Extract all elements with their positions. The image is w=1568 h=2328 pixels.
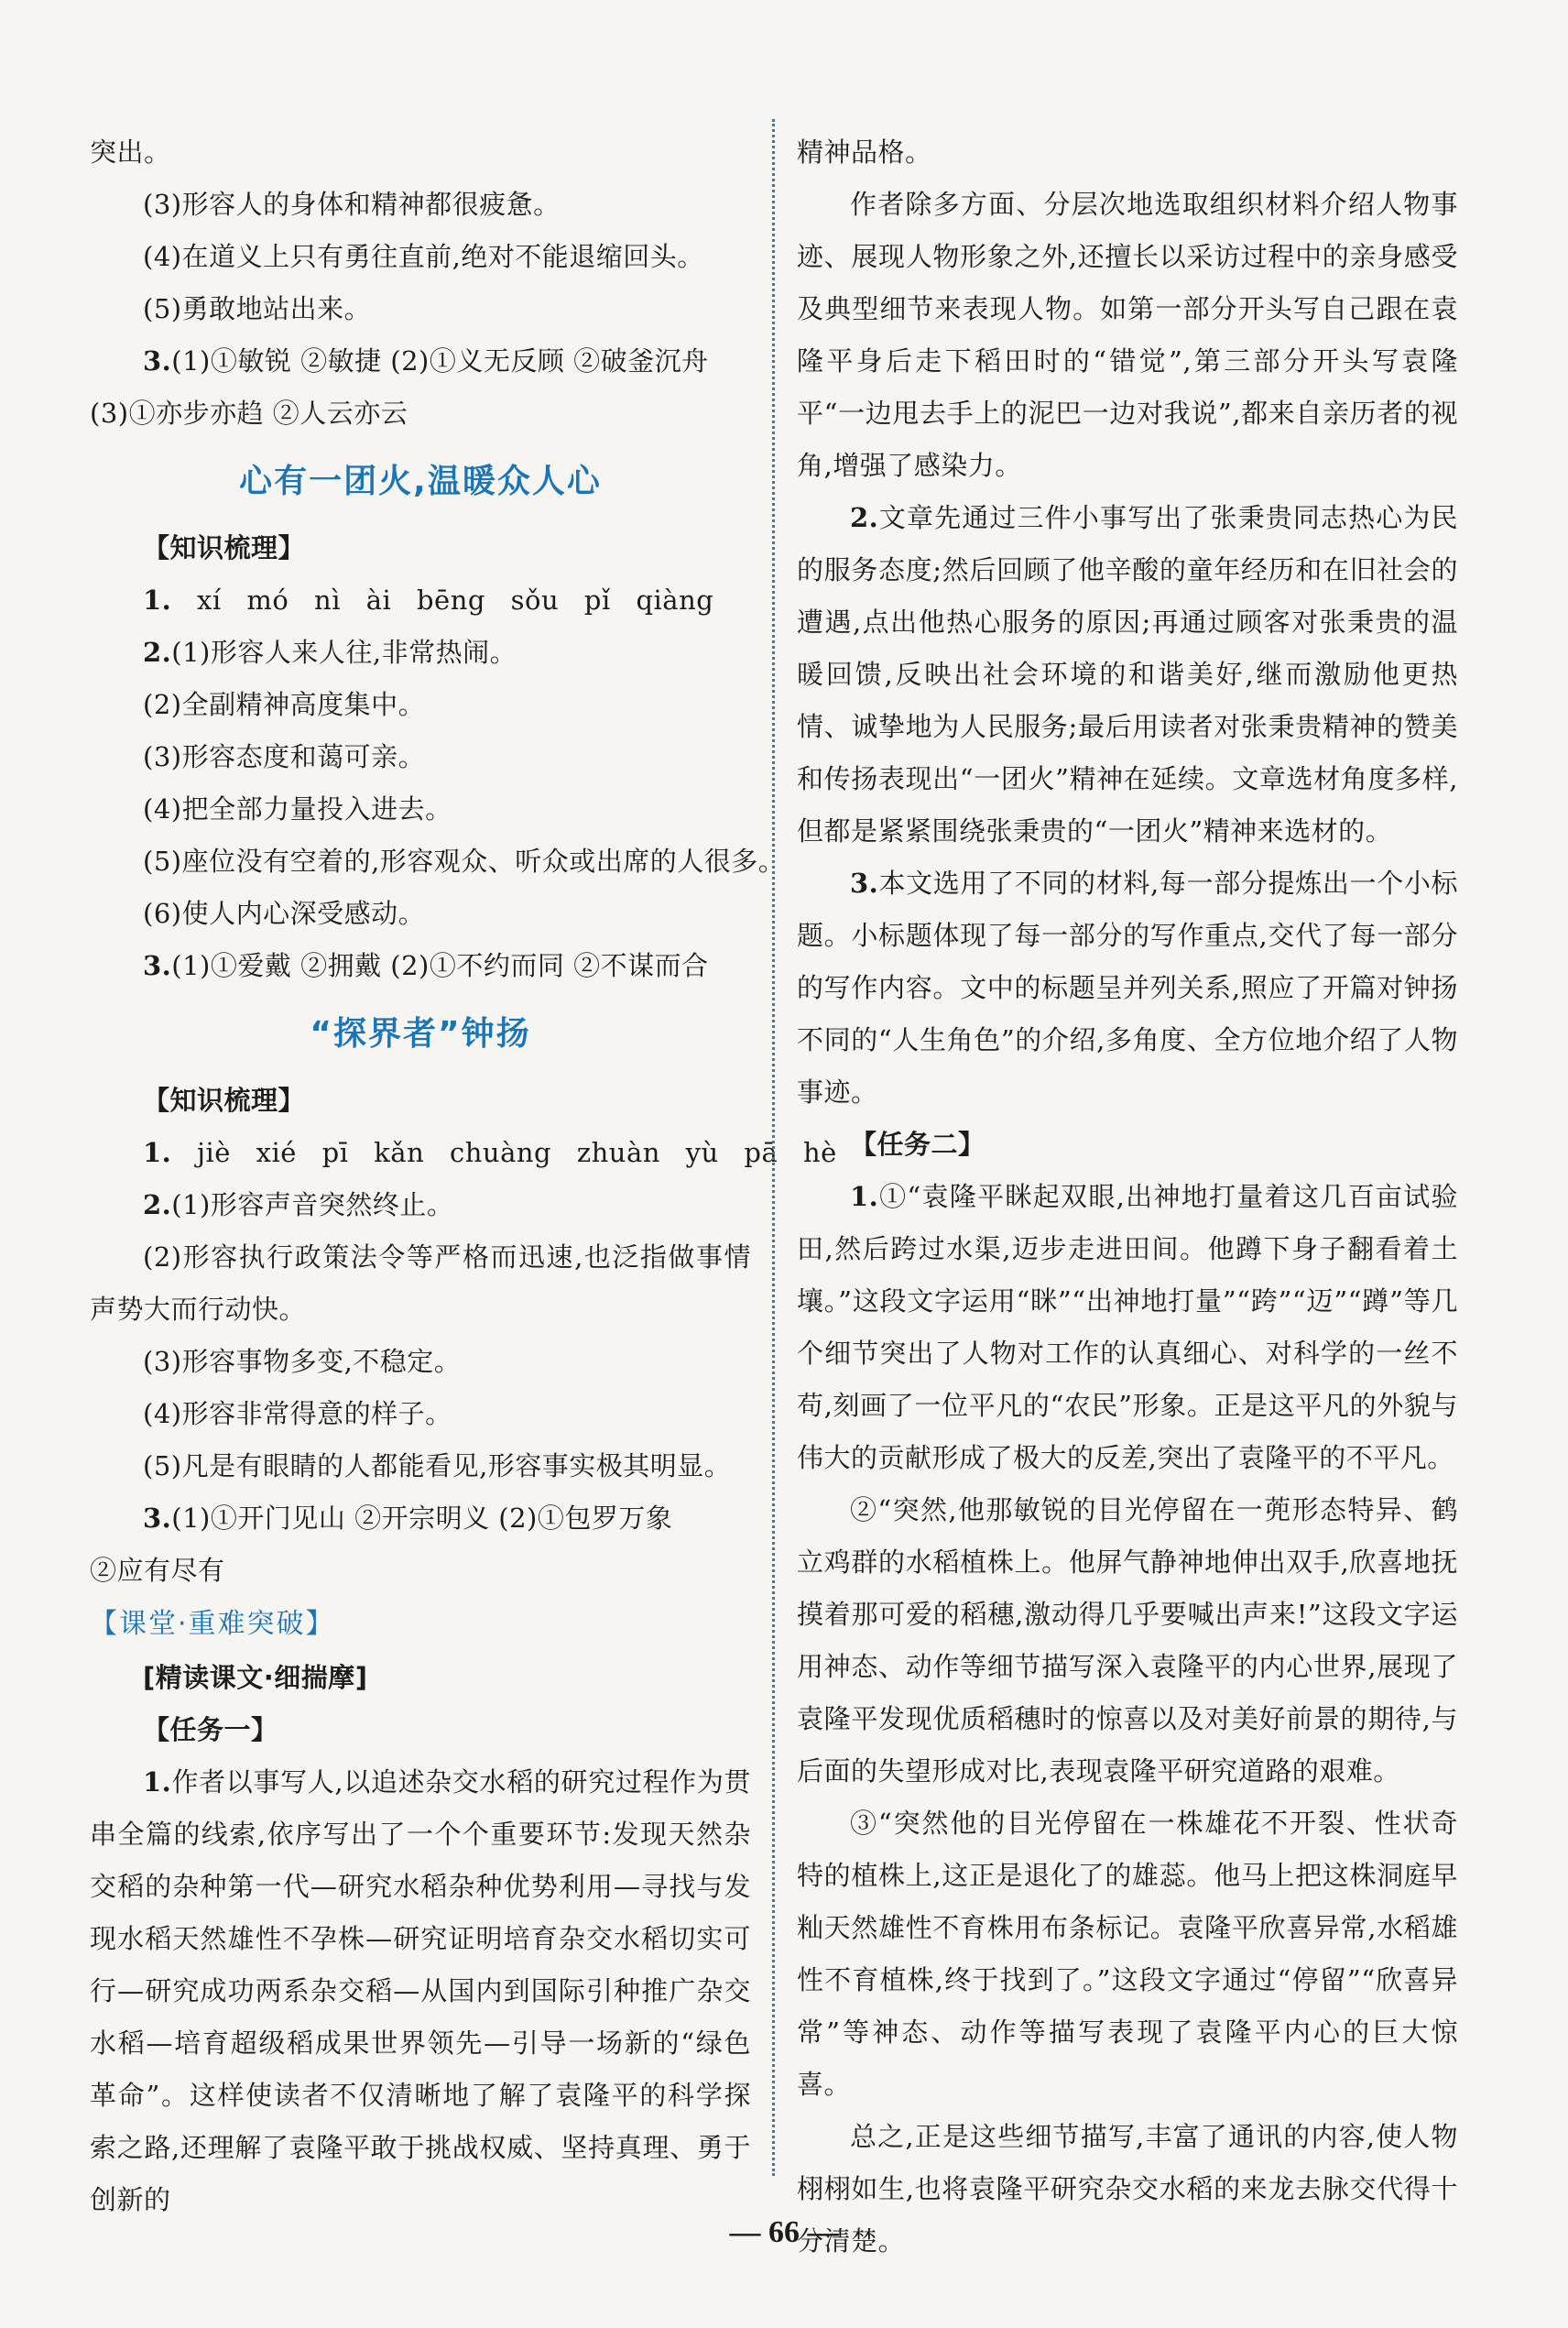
section-heading: 【课堂·重难突破】: [90, 1608, 335, 1640]
meaning-text: (1)形容人来人往,非常热闹。: [171, 637, 517, 668]
text-paragraph: ②“突然,他那敏锐的目光停留在一蔸形态特异、鹤立鸡群的水稻植株上。他屏气静神地伸出双手,欣喜地抚摸着那可爱的稻穗,激动得几乎要喊出声来!”这段文字运用神态、动作等细节描写深入袁隆平的内心世界,展现了袁隆平发现优质稻穗时的惊喜以及对美好前景的期待,与后面的失望形成对比,表现袁隆平研究道路的艰难。: [797, 1494, 1458, 1787]
meaning-text: (1)形容声音突然终止。: [171, 1189, 454, 1220]
text-paragraph: (2)形容执行政策法令等严格而迅速,也泛指做事情声势大而行动快。: [90, 1241, 751, 1325]
page-number: — 66 —: [729, 2215, 839, 2249]
item-number: 3.: [143, 1503, 172, 1534]
item-number: 2.: [143, 637, 172, 668]
item-number: 2.: [850, 502, 879, 533]
text-paragraph: 总之,正是这些细节描写,丰富了通讯的内容,使人物栩栩如生,也将袁隆平研究杂交水稻的来龙去脉交代得十分清楚。: [797, 2121, 1458, 2257]
lesson-title: “探界者”钟扬: [310, 1015, 531, 1053]
pinyin-line: [90, 1127, 837, 1179]
item-number: 1.: [143, 585, 172, 616]
text-line: (2)全副精神高度集中。: [143, 689, 426, 720]
item-number: 1.: [143, 1766, 172, 1798]
pinyin-line: [90, 574, 751, 627]
text-line: (6)使人内心深受感动。: [143, 898, 426, 929]
section-tag: 【知识梳理】: [143, 1085, 306, 1116]
text-line: (4)把全部力量投入进去。: [143, 793, 452, 825]
answer-line: [90, 1492, 751, 1545]
item-number: 1.: [143, 1137, 172, 1168]
text-line: (3)形容事物多变,不稳定。: [143, 1346, 462, 1377]
item-number: 3.: [143, 345, 172, 377]
text-line: (3)①亦步亦趋 ②人云亦云: [90, 398, 408, 429]
text-line: (5)勇敢地站出来。: [143, 293, 372, 324]
answer-line: [90, 940, 751, 992]
text-line: (4)形容非常得意的样子。: [143, 1398, 452, 1429]
text-paragraph: 作者除多方面、分层次地选取组织材料介绍人物事迹、展现人物形象之外,还擅长以采访过程中的亲身感受及典型细节来表现人物。如第一部分开头写自己跟在袁隆平身后走下稻田时的“错觉”,第三部分开头写袁隆平“一边甩去手上的泥巴一边对我说”,都来自亲历者的视角,增强了感染力。: [797, 189, 1458, 481]
task-heading: 【任务一】: [143, 1714, 278, 1745]
item-number: 3.: [143, 950, 172, 981]
pinyin-text: jiè xié pī kǎn chuàng zhuàn yù pā hè: [197, 1137, 837, 1168]
text-paragraph: [90, 1756, 751, 2226]
text-paragraph: [797, 858, 1458, 1119]
answer-text: (1)①开门见山 ②开宗明义 (2)①包罗万象: [171, 1503, 673, 1534]
item-number: 3.: [850, 868, 879, 899]
column-divider: [772, 119, 775, 2176]
answer-text: (1)①爱戴 ②拥戴 (2)①不约而同 ②不谋而合: [171, 950, 709, 981]
text-line: (5)凡是有眼睛的人都能看见,形容事实极其明显。: [143, 1450, 732, 1481]
lesson-title: 心有一团火,温暖众人心: [239, 463, 602, 500]
text-line: (5)座位没有空着的,形容观众、听众或出席的人很多。: [143, 846, 786, 877]
text-paragraph: [797, 492, 1458, 858]
text-line: [90, 627, 751, 679]
answer-line: [90, 335, 751, 388]
text-line: 精神品格。: [797, 137, 932, 168]
paragraph-text: 作者以事写人,以追述杂交水稻的研究过程作为贯串全篇的线索,依序写出了一个个重要环节:发现天然杂交稻的杂种第一代—研究水稻杂种优势利用—寻找与发现水稻天然雄性不孕株—研究证明培育杂交水稻切实可行—研究成功两系杂交稻—从国内到国际引种推广杂交水稻—培育超级稻成果世界领先—引导一场新的“绿色革命”。这样使读者不仅清晰地了解了袁隆平的科学探索之路,还理解了袁隆平敢于挑战权威、坚持真理、勇于创新的: [90, 1766, 751, 2215]
text-line: (3)形容人的身体和精神都很疲惫。: [143, 189, 561, 220]
pinyin-text: xí mó nì ài bēng sǒu pǐ qiàng: [197, 585, 714, 616]
text-paragraph: [797, 1171, 1458, 1484]
text-line: [90, 1179, 751, 1231]
text-line: (3)形容态度和蔼可亲。: [143, 741, 426, 772]
text-line: (4)在道义上只有勇往直前,绝对不能退缩回头。: [143, 241, 704, 272]
text-paragraph: ③“突然他的目光停留在一株雄花不开裂、性状奇特的植株上,这正是退化了的雄蕊。他马上把这株洞庭早籼天然雄性不育株用布条标记。袁隆平欣喜异常,水稻雄性不育植株,终于找到了。”这段文字通过“停留”“欣喜异常”等神态、动作等描写表现了袁隆平内心的巨大惊喜。: [797, 1808, 1458, 2100]
item-number: 2.: [143, 1189, 172, 1220]
paragraph-text: 文章先通过三件小事写出了张秉贵同志热心为民的服务态度;然后回顾了他辛酸的童年经历和在旧社会的遭遇,点出他热心服务的原因;再通过顾客对张秉贵的温暖回馈,反映出社会环境的和谐美好,继而激励他更热情、诚挚地为人民服务;最后用读者对张秉贵精神的赞美和传扬表现出“一团火”精神在延续。文章选材角度多样,但都是紧紧围绕张秉贵的“一团火”精神来选材的。: [797, 502, 1458, 847]
left-column: [90, 126, 837, 2226]
subsection-heading: [精读课文·细揣摩]: [143, 1662, 368, 1693]
text-line: 突出。: [90, 137, 171, 168]
right-column: [797, 126, 1458, 2268]
task-heading: 【任务二】: [850, 1129, 985, 1160]
paragraph-text: ①“袁隆平眯起双眼,出神地打量着这几百亩试验田,然后跨过水渠,迈步走进田间。他蹲下身子翻看着土壤。”这段文字运用“眯”“出神地打量”“跨”“迈”“蹲”等几个细节突出了人物对工作的认真细心、对科学的一丝不苟,刻画了一位平凡的“农民”形象。正是这平凡的外貌与伟大的贡献形成了极大的反差,突出了袁隆平的不平凡。: [797, 1181, 1458, 1473]
answer-text: (1)①敏锐 ②敏捷 (2)①义无反顾 ②破釜沉舟: [171, 345, 709, 377]
section-tag: 【知识梳理】: [143, 532, 306, 563]
item-number: 1.: [850, 1181, 879, 1212]
paragraph-text: 本文选用了不同的材料,每一部分提炼出一个小标题。小标题体现了每一部分的写作重点,交代了每一部分的写作内容。文中的标题呈并列关系,照应了开篇对钟扬不同的“人生角色”的介绍,多角度、全方位地介绍了人物事迹。: [797, 868, 1458, 1108]
text-line: ②应有尽有: [90, 1555, 225, 1586]
